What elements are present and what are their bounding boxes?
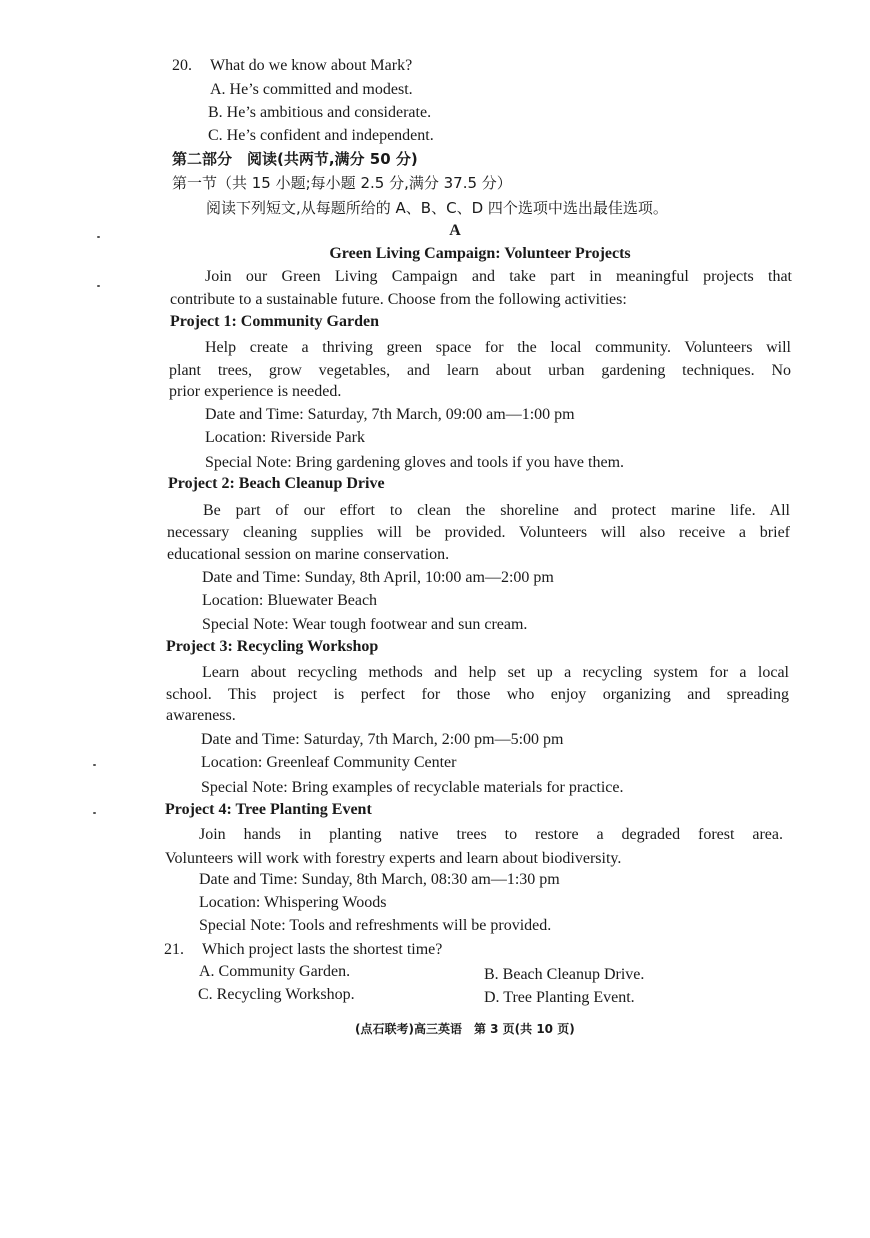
page-footer: (点石联考)高三英语 第 3 页(共 10 页) <box>355 1022 575 1036</box>
project3-desc-2: school. This project is perfect for those who enjoy organizing and spreading <box>166 686 789 703</box>
project1-note: Special Note: Bring gardening gloves and tools if you have them. <box>205 454 625 471</box>
project3-desc-1: Learn about recycling methods and help set up a recycling system for a local <box>202 664 789 681</box>
project4-date: Date and Time: Sunday, 8th March, 08:30 am—1:30 pm <box>199 871 560 888</box>
q21-option-c: C. Recycling Workshop. <box>198 986 355 1003</box>
q20-number: 20. <box>172 57 192 74</box>
project3-heading: Project 3: Recycling Workshop <box>166 638 379 655</box>
project1-desc-1: Help create a thriving green space for the local community. Volunteers will <box>205 339 791 356</box>
q20-option-c: C. He’s confident and independent. <box>208 127 434 144</box>
project2-date: Date and Time: Sunday, 8th April, 10:00 am—2:00 pm <box>202 569 554 586</box>
scan-speck <box>97 236 100 238</box>
instruction: 阅读下列短文,从每题所给的 A、B、C、D 四个选项中选出最佳选项。 <box>206 199 668 217</box>
intro-line-1: Join our Green Living Campaign and take part in meaningful projects that <box>205 268 792 285</box>
project1-location: Location: Riverside Park <box>205 429 365 446</box>
q21-option-a: A. Community Garden. <box>199 963 351 980</box>
project2-desc-2: necessary cleaning supplies will be provided. Volunteers will also receive a brief <box>167 524 790 541</box>
project1-date: Date and Time: Saturday, 7th March, 09:00 am—1:00 pm <box>205 406 575 423</box>
q20-option-a: A. He’s committed and modest. <box>210 81 413 98</box>
project2-location: Location: Bluewater Beach <box>202 592 378 609</box>
project1-desc-3: prior experience is needed. <box>169 383 342 400</box>
project3-note: Special Note: Bring examples of recyclable materials for practice. <box>201 779 624 796</box>
project4-heading: Project 4: Tree Planting Event <box>165 801 372 818</box>
scan-speck <box>93 764 96 766</box>
q21-number: 21. <box>164 941 184 958</box>
project2-note: Special Note: Wear tough footwear and sun cream. <box>202 616 528 633</box>
passage-title: Green Living Campaign: Volunteer Projects <box>329 245 631 262</box>
q20-question: What do we know about Mark? <box>210 57 413 74</box>
project2-desc-1: Be part of our effort to clean the shoreline and protect marine life. All <box>203 502 790 519</box>
q21-option-b: B. Beach Cleanup Drive. <box>484 966 645 983</box>
scan-speck <box>93 812 96 814</box>
q20-option-b: B. He’s ambitious and considerate. <box>208 104 432 121</box>
q21-stem <box>164 939 442 961</box>
part2-heading: 第二部分 阅读(共两节,满分 50 分) <box>172 150 418 168</box>
project2-desc-3: educational session on marine conservation. <box>167 546 450 563</box>
project4-note: Special Note: Tools and refreshments will be provided. <box>199 917 552 934</box>
intro-line-2: contribute to a sustainable future. Choose from the following activities: <box>170 291 627 308</box>
project4-location: Location: Whispering Woods <box>199 894 387 911</box>
project3-desc-3: awareness. <box>166 707 236 724</box>
section1-heading: 第一节（共 15 小题;每小题 2.5 分,满分 37.5 分） <box>172 174 512 192</box>
q21-question: Which project lasts the shortest time? <box>202 941 443 958</box>
project4-desc-2: Volunteers will work with forestry experts and learn about biodiversity. <box>165 850 622 867</box>
scan-speck <box>97 285 100 287</box>
project1-heading: Project 1: Community Garden <box>170 313 379 330</box>
q20-stem <box>172 55 412 77</box>
project2-heading: Project 2: Beach Cleanup Drive <box>168 475 385 492</box>
project1-desc-2: plant trees, grow vegetables, and learn about urban gardening techniques. No <box>169 362 791 379</box>
project3-location: Location: Greenleaf Community Center <box>201 754 457 771</box>
passage-letter: A <box>449 222 461 239</box>
q21-option-d: D. Tree Planting Event. <box>484 989 635 1006</box>
project3-date: Date and Time: Saturday, 7th March, 2:00 pm—5:00 pm <box>201 731 564 748</box>
project4-desc-1: Join hands in planting native trees to restore a degraded forest area. <box>199 826 783 843</box>
